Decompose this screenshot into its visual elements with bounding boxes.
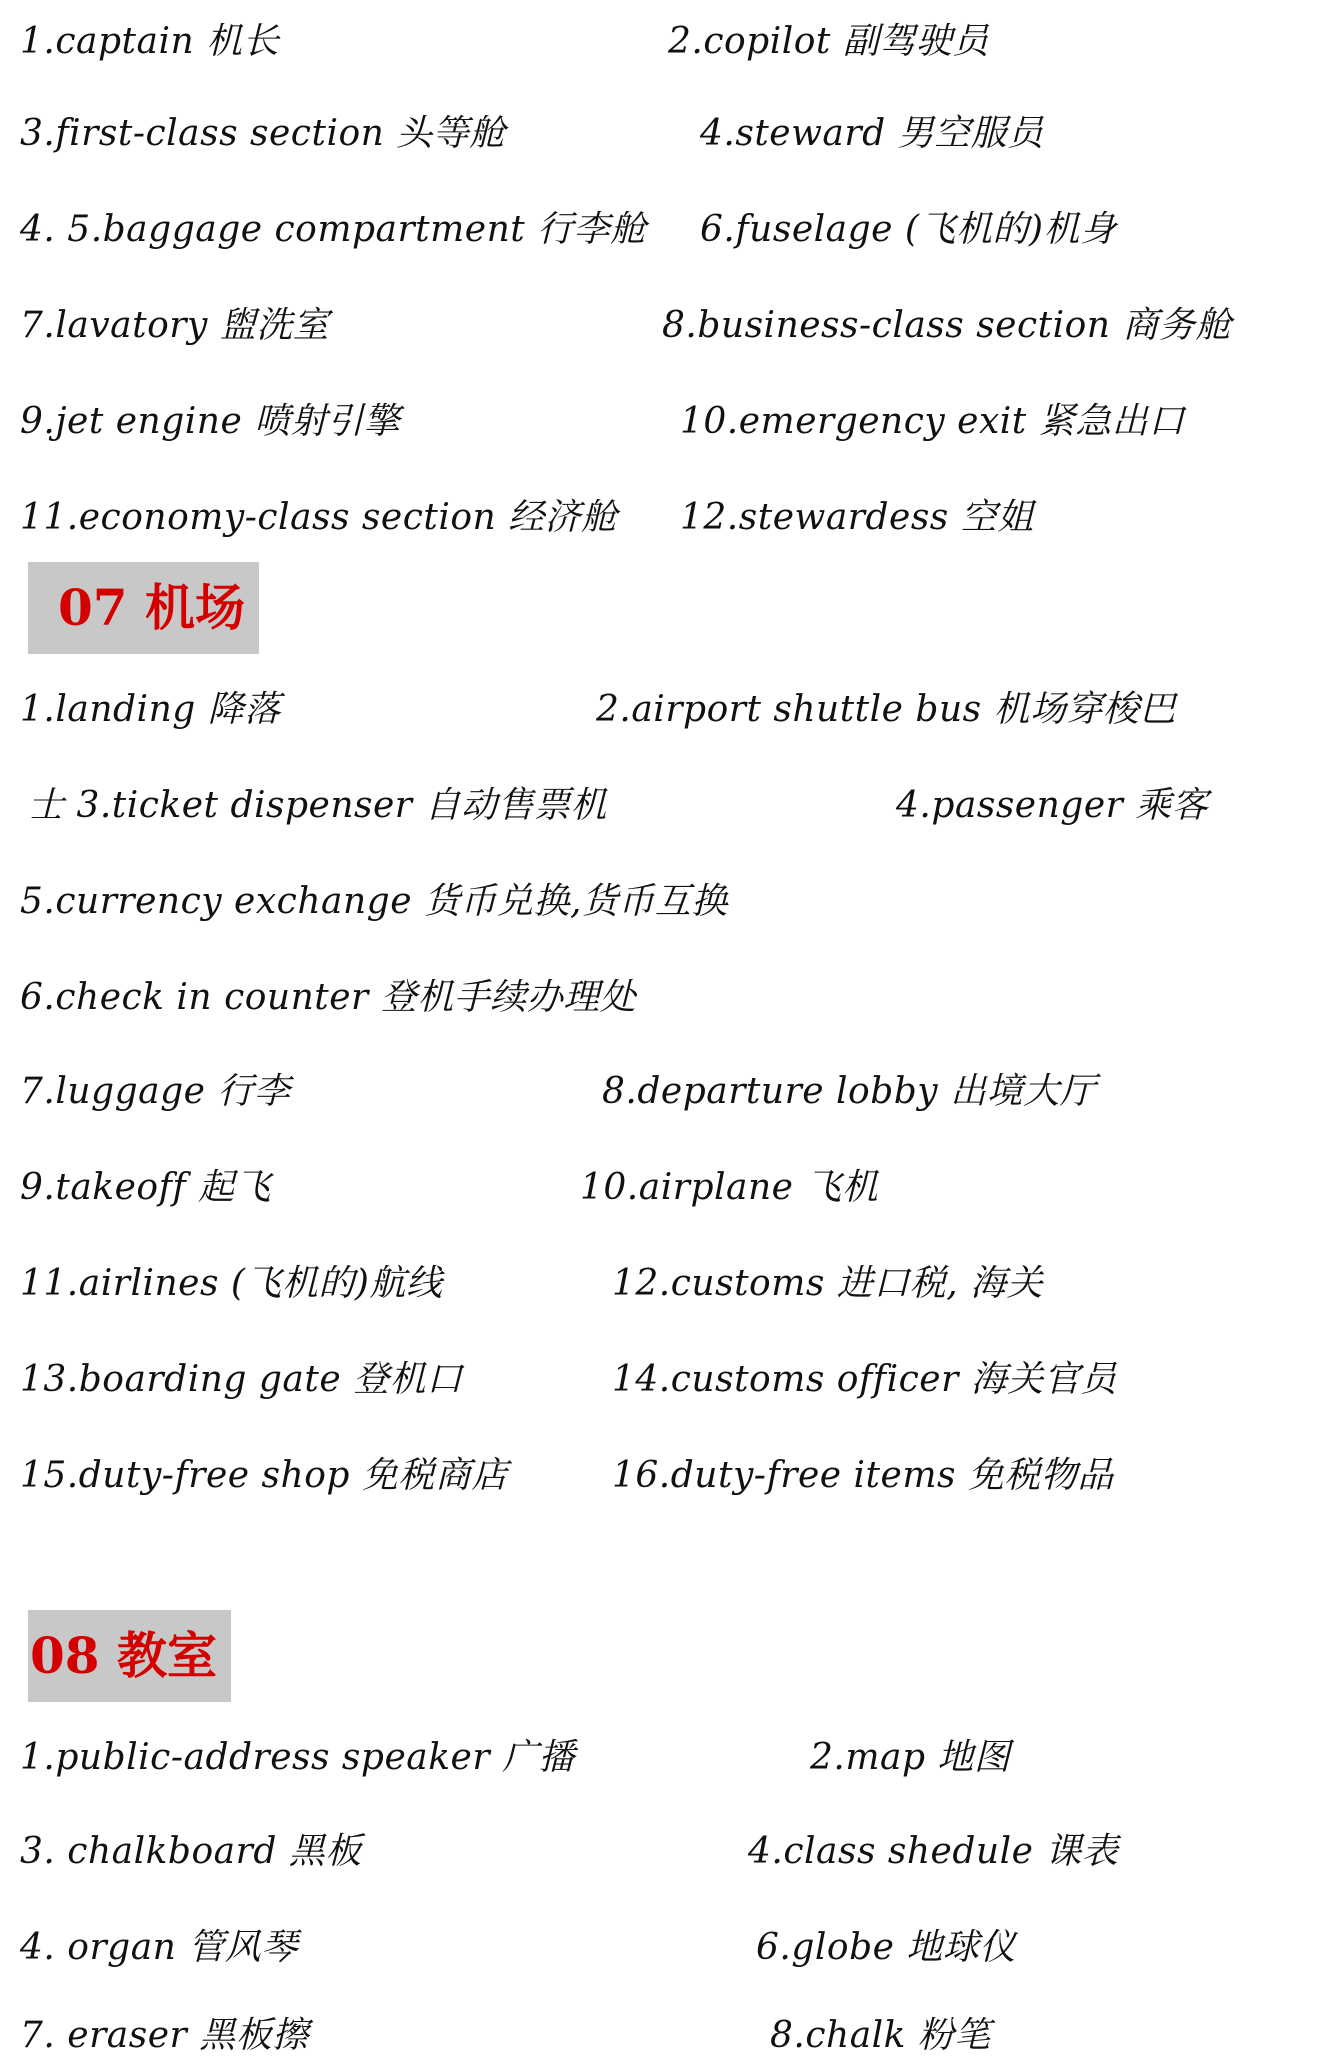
- vocab-line: [0, 680, 1320, 740]
- vocab-item: 12.stewardess 空姐: [680, 497, 1034, 538]
- vocab-item: 8.departure lobby 出境大厅: [602, 1071, 1097, 1112]
- vocab-item: 3. chalkboard 黑板: [20, 1831, 362, 1872]
- vocab-item: 11.airlines (飞机的)航线: [20, 1263, 443, 1304]
- vocab-item: 6.fuselage (飞机的)机身: [700, 209, 1117, 250]
- vocab-item: 7.luggage 行李: [20, 1071, 291, 1112]
- vocab-item: 4. organ 管风琴: [20, 1927, 298, 1968]
- vocab-line: [0, 776, 1320, 836]
- vocab-line: [0, 1918, 1320, 1978]
- vocab-line: [0, 1446, 1320, 1506]
- vocab-item: 13.boarding gate 登机口: [20, 1359, 463, 1400]
- vocab-line: [0, 1350, 1320, 1410]
- section-heading-classroom: 08 教室: [28, 1610, 231, 1702]
- vocab-line: [0, 200, 1320, 260]
- vocab-item: 1.public-address speaker 广播: [20, 1737, 575, 1778]
- vocab-item: 15.duty-free shop 免税商店: [20, 1455, 508, 1496]
- vocab-item: 16.duty-free items 免税物品: [612, 1455, 1114, 1496]
- vocab-line: [0, 1254, 1320, 1314]
- vocab-item: 9.takeoff 起飞: [20, 1167, 272, 1208]
- vocab-item: 7. eraser 黑板擦: [20, 2015, 309, 2056]
- vocab-line: [0, 296, 1320, 356]
- vocab-line: [0, 1062, 1320, 1122]
- vocab-line: [0, 104, 1320, 164]
- vocab-item: 9.jet engine 喷射引擎: [20, 401, 401, 442]
- vocab-line: [0, 12, 1320, 72]
- vocab-item: 10.emergency exit 紧急出口: [680, 401, 1185, 442]
- vocab-item: 5.currency exchange 货币兑换,货币互换: [20, 881, 728, 922]
- vocab-item: 8.chalk 粉笔: [770, 2015, 991, 2056]
- vocab-item: 2.copilot 副驾驶员: [668, 21, 989, 62]
- vocab-item: 6.globe 地球仪: [756, 1927, 1016, 1968]
- vocab-line: [0, 2006, 1320, 2066]
- vocab-item: 1.captain 机长: [20, 21, 280, 62]
- vocab-item: 4.passenger 乘客: [896, 785, 1209, 826]
- vocab-item: 2.map 地图: [810, 1737, 1011, 1778]
- vocab-item: 士 3.ticket dispenser 自动售票机: [28, 785, 607, 826]
- vocab-line: [0, 488, 1320, 548]
- vocab-item: 4. 5.baggage compartment 行李舱: [20, 209, 647, 250]
- vocab-line: [0, 392, 1320, 452]
- vocab-item: 8.business-class section 商务舱: [662, 305, 1232, 346]
- vocab-item: 6.check in counter 登机手续办理处: [20, 977, 637, 1018]
- vocab-item: 4.steward 男空服员: [700, 113, 1044, 154]
- vocab-item: 11.economy-class section 经济舱: [20, 497, 618, 538]
- vocab-item: 2.airport shuttle bus 机场穿梭巴: [596, 689, 1177, 730]
- vocab-item: 7.lavatory 盥洗室: [20, 305, 330, 346]
- vocab-item: 12.customs 进口税, 海关: [612, 1263, 1044, 1304]
- vocab-item: 4.class shedule 课表: [748, 1831, 1119, 1872]
- vocab-item: 1.landing 降落: [20, 689, 281, 730]
- vocab-line: [0, 1728, 1320, 1788]
- section-heading-airport: 07 机场: [28, 562, 259, 654]
- vocab-line: [0, 1158, 1320, 1218]
- vocab-item: 14.customs officer 海关官员: [612, 1359, 1117, 1400]
- vocab-line: [0, 968, 1320, 1028]
- vocab-line: [0, 1822, 1320, 1882]
- vocab-item: 3.first-class section 头等舱: [20, 113, 506, 154]
- vocab-item: 10.airplane 飞机: [580, 1167, 879, 1208]
- vocab-line: [0, 872, 1320, 932]
